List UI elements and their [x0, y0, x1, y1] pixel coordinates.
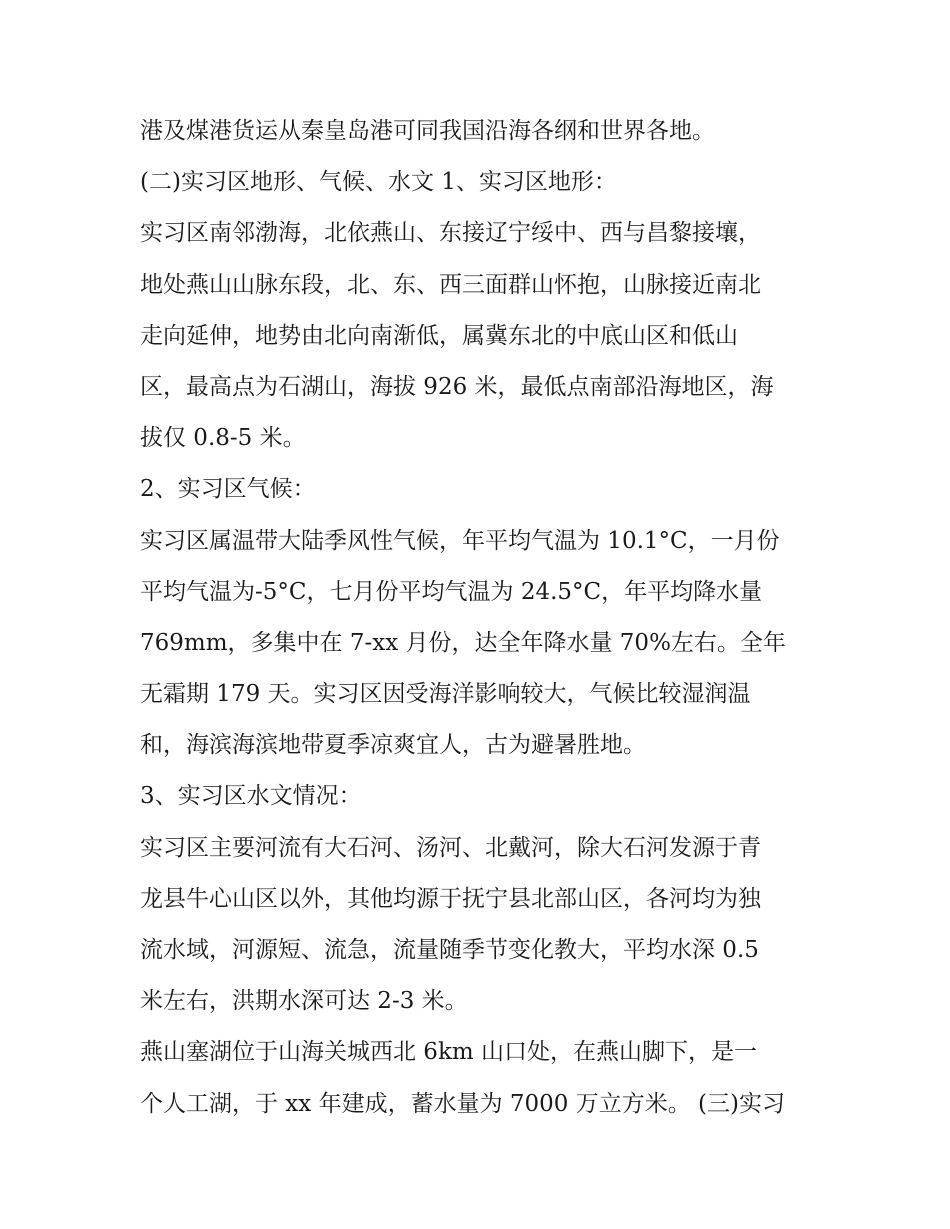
subsection-heading: 3、实习区水文情况：: [140, 783, 362, 810]
text-line: 实习区属温带大陆季风性气候，年平均气温为 10.1°C，一月份: [140, 527, 780, 554]
text-line: 区，最高点为石湖山，海拔 926 米，最低点南部沿海地区，海: [140, 373, 774, 400]
subsection-heading: 2、实习区气候：: [140, 476, 316, 503]
text-line: 实习区主要河流有大石河、汤河、北戴河，除大石河发源于青: [140, 834, 761, 861]
text-line: 流水域，河源短、流急，流量随季节变化教大，平均水深 0.5: [140, 937, 759, 963]
text-line: 地处燕山山脉东段，北、东、西三面群山怀抱，山脉接近南北: [140, 271, 761, 298]
text-line: 无霜期 179 天。实习区因受海洋影响较大，气候比较湿润温: [140, 681, 751, 708]
text-line: 实习区南邻渤海，北依燕山、东接辽宁绥中、西与昌黎接壤，: [140, 220, 761, 247]
text-line: 拔仅 0.8-5 米。: [140, 425, 306, 452]
text-line: 和，海滨海滨地带夏季凉爽宜人，古为避暑胜地。: [140, 732, 646, 759]
text-line: 个人工湖，于 xx 年建成，蓄水量为 7000 万立方米。 (三)实习: [140, 1090, 785, 1117]
text-line: 港及煤港货运从秦皇岛港可同我国沿海各纲和世界各地。: [140, 118, 715, 144]
text-line: 米左右，洪期水深可达 2-3 米。: [140, 988, 468, 1015]
text-line: 燕山塞湖位于山海关城西北 6km 山口处，在燕山脚下，是一: [140, 1039, 758, 1066]
text-line: 769mm，多集中在 7-xx 月份，达全年降水量 70%左右。全年: [140, 629, 786, 656]
body-text: [140, 106, 820, 1130]
section-heading: (二)实习区地形、气候、水文 1、实习区地形：: [140, 169, 617, 196]
text-line: 走向延伸，地势由北向南渐低，属冀东北的中底山区和低山: [140, 322, 738, 349]
text-line: 龙县牛心山区以外，其他均源于抚宁县北部山区，各河均为独: [140, 885, 761, 912]
text-line: 平均气温为-5°C，七月份平均气温为 24.5°C，年平均降水量: [140, 578, 763, 605]
